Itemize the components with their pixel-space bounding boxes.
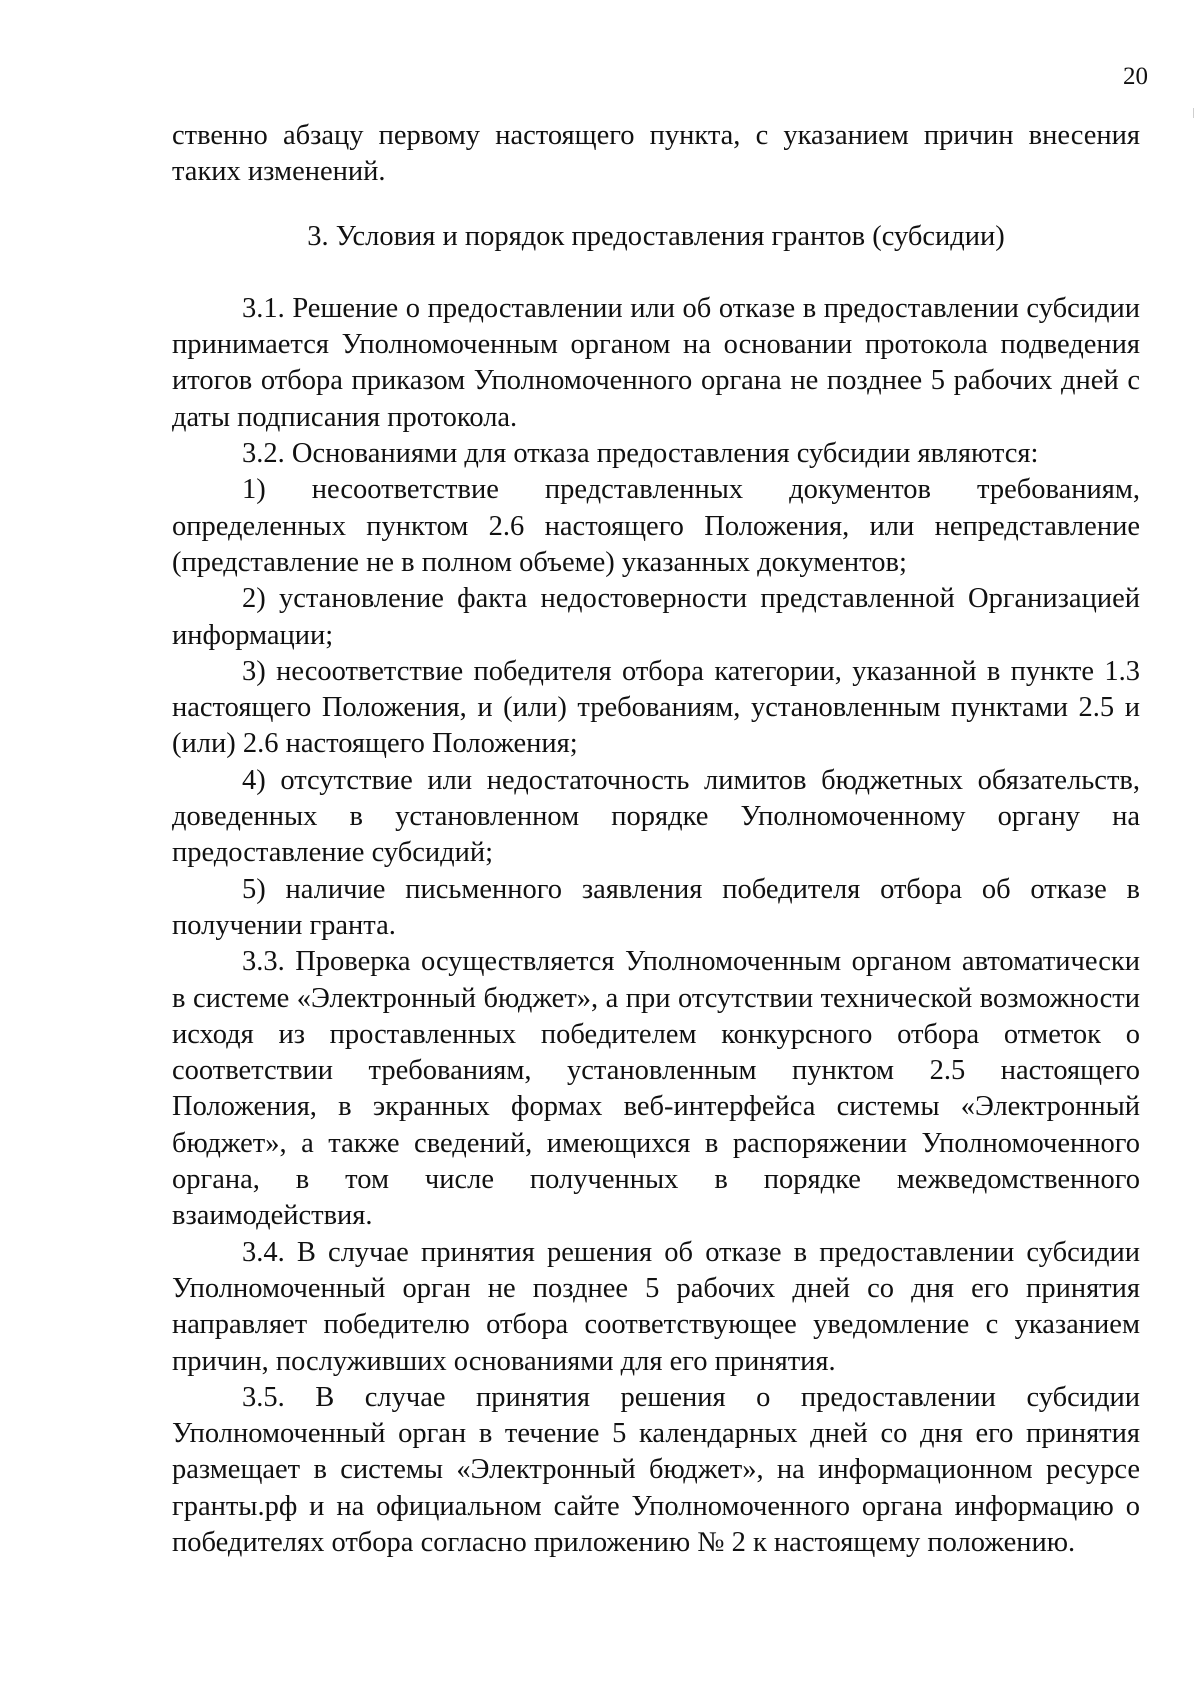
list-item-3: 3) несоответствие победителя отбора категории, указанной в пункте 1.3 настоящего Положения, и (или) требованиям, установленным пунктами 2.5 и (или) 2.6 настоящего Положения; (172, 655, 1140, 760)
paragraph-3-1: 3.1. Решение о предоставлении или об отказе в предоставлении субсидии принимается Уполномоченным органом на основании протокола подведения итогов отбора приказом Уполномоченного органа не позднее 5 рабочих дней с даты подписания протокола. (172, 292, 1140, 433)
list-item-5: 5) наличие письменного заявления победителя отбора об отказе в получении гранта. (172, 873, 1140, 941)
list-item-1: 1) несоответствие представленных документов требованиям, определенных пунктом 2.6 настоящего Положения, или непредставление (представление не в полном объеме) указанных документов; (172, 474, 1140, 578)
paragraph-3-4: 3.4. В случае принятия решения об отказе в предоставлении субсидии Уполномоченный орган не позднее 5 рабочих дней со дня его принятия направляет победителю отбора соответствующее уведомление с указанием причин, послуживших основаниями для его принятия. (172, 1236, 1140, 1377)
page-number: 20 (1123, 63, 1148, 90)
paragraph-3-5: 3.5. В случае принятия решения о предоставлении субсидии Уполномоченный орган в течение 5 календарных дней со дня его принятия размещает в системы «Электронный бюджет», на информационном ресурсе гранты.рф и на официальном сайте Уполномоченного органа информацию о победителях отбора согласно приложению № 2 к настоящему положению. (172, 1381, 1140, 1558)
scan-mark (1193, 108, 1194, 118)
paragraph-3-3: 3.3. Проверка осуществляется Уполномоченным органом автоматически в системе «Электронный бюджет», а при отсутствии технической возможности исходя из проставленных победителем конкурсного отбора отметок о соответствии требованиям, установленным пунктом 2.5 настоящего Положения, в экранных формах веб-интерфейса системы «Электронный бюджет», а также сведений, имеющихся в распоряжении Уполномоченного органа, в том числе полученных в порядке межведомственного взаимодействия. (172, 946, 1140, 1232)
document-body (172, 118, 1140, 1561)
list-item-2: 2) установление факта недостоверности представленной Организацией информации; (172, 583, 1140, 651)
section-heading: 3. Условия и порядок предоставления грантов (субсидии) (307, 220, 1005, 252)
list-item-4: 4) отсутствие или недостаточность лимитов бюджетных обязательств, доведенных в установленном порядке Уполномоченному органу на предоставление субсидий; (172, 764, 1140, 869)
continuation-paragraph: ственно абзацу первому настоящего пункта, с указанием причин внесения таких изменений. (172, 120, 1140, 188)
paragraph-3-2: 3.2. Основаниями для отказа предоставления субсидии являются: (242, 438, 1039, 470)
